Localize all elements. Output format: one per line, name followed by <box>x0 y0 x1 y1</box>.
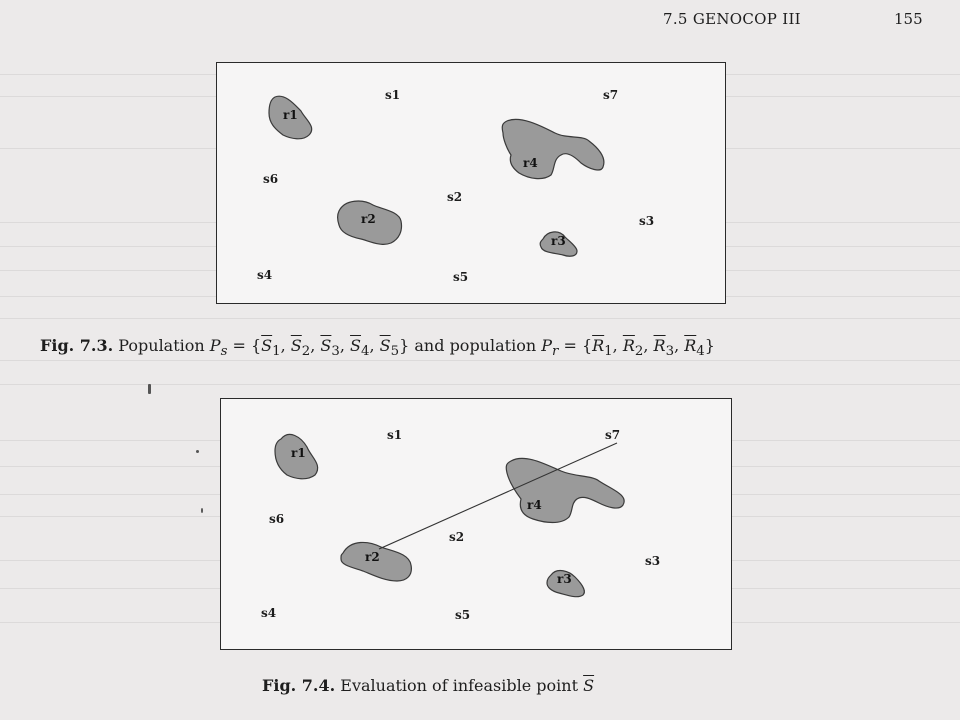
population-symbol: P <box>541 336 552 355</box>
subscript: 1 <box>604 344 613 360</box>
figure-7-3-diagram <box>217 63 725 303</box>
subscript: 2 <box>634 344 644 360</box>
set-element: $\overline{S}$ <box>379 336 391 355</box>
point-label: s5 <box>453 270 469 284</box>
scan-speck <box>148 384 151 394</box>
subscript: 2 <box>301 344 311 360</box>
point-label: s3 <box>645 554 661 568</box>
point-label: s6 <box>263 172 279 186</box>
region-label: r2 <box>361 212 376 226</box>
set-element: $\overline{R}$ <box>622 336 635 355</box>
page-header <box>0 10 960 32</box>
point-label: s6 <box>269 512 285 526</box>
region-label: r3 <box>551 234 566 248</box>
equals-sign: = <box>232 336 246 355</box>
point-label: s2 <box>449 530 465 544</box>
region-label: r2 <box>365 550 380 564</box>
point-label: s4 <box>257 268 273 282</box>
subscript: 5 <box>390 344 400 360</box>
set-element: $\overline{R}$ <box>684 336 697 355</box>
figure-7-4-diagram <box>221 399 731 649</box>
caption-label: Fig. 7.3. <box>40 336 114 355</box>
point-label: s2 <box>447 190 463 204</box>
figure-7-3-caption: Fig. 7.3. Population $P_s = \{\overline{S}_1$, $\overline{S}_2$, $\overline{S}_3$, $\overline{S}_4$, $\overline{S}_5$} and population $P_r = \{\overline{R}_1$, $\overline{R}_2$, $\overline{R}_3$, $\overline{R}_4$} <box>40 336 715 360</box>
point-label: s4 <box>261 606 277 620</box>
point-label: s1 <box>387 428 403 442</box>
subscript: 1 <box>272 344 281 360</box>
point-label: s5 <box>455 608 471 622</box>
set-element: $\overline{S}$ <box>261 336 273 355</box>
region-r4 <box>506 458 624 522</box>
population-subscript: r <box>551 344 559 360</box>
region-label: r1 <box>291 446 306 460</box>
caption-text: and population <box>414 336 537 355</box>
scan-speck <box>201 508 203 513</box>
scan-speck <box>196 450 199 453</box>
caption-text: Population <box>118 336 205 355</box>
page-number: 155 <box>894 10 923 28</box>
set-element: $\overline{S}$ <box>320 336 332 355</box>
equals-sign: = <box>563 336 577 355</box>
point-label: s3 <box>639 214 655 228</box>
region-label: r4 <box>527 498 542 512</box>
subscript: 3 <box>665 344 675 360</box>
region-label: r3 <box>557 572 572 586</box>
region-label: r1 <box>283 108 298 122</box>
subscript: 3 <box>331 344 340 360</box>
figure-7-3 <box>216 62 726 304</box>
figure-7-4-caption <box>262 676 594 695</box>
set-element: $\overline{R}$ <box>592 336 605 355</box>
running-head: 7.5 GENOCOP III <box>663 10 801 28</box>
subscript: 4 <box>696 344 705 360</box>
caption-text: Evaluation of infeasible point <box>340 676 579 695</box>
point-label: s1 <box>385 88 401 102</box>
set-element: $\overline{R}$ <box>653 336 666 355</box>
region-r4 <box>502 119 604 178</box>
subscript: 4 <box>361 344 370 360</box>
point-label: s7 <box>603 88 619 102</box>
figure-7-4 <box>220 398 732 650</box>
set-element: $\overline{S}$ <box>350 336 362 355</box>
region-label: r4 <box>523 156 538 170</box>
population-symbol: P <box>209 336 221 355</box>
population-subscript: s <box>220 344 228 360</box>
point-label: s7 <box>605 428 621 442</box>
infeasible-point-symbol: $\overline{S}$ <box>583 676 595 695</box>
set-element: $\overline{S}$ <box>290 336 302 355</box>
caption-label: Fig. 7.4. <box>262 676 336 695</box>
